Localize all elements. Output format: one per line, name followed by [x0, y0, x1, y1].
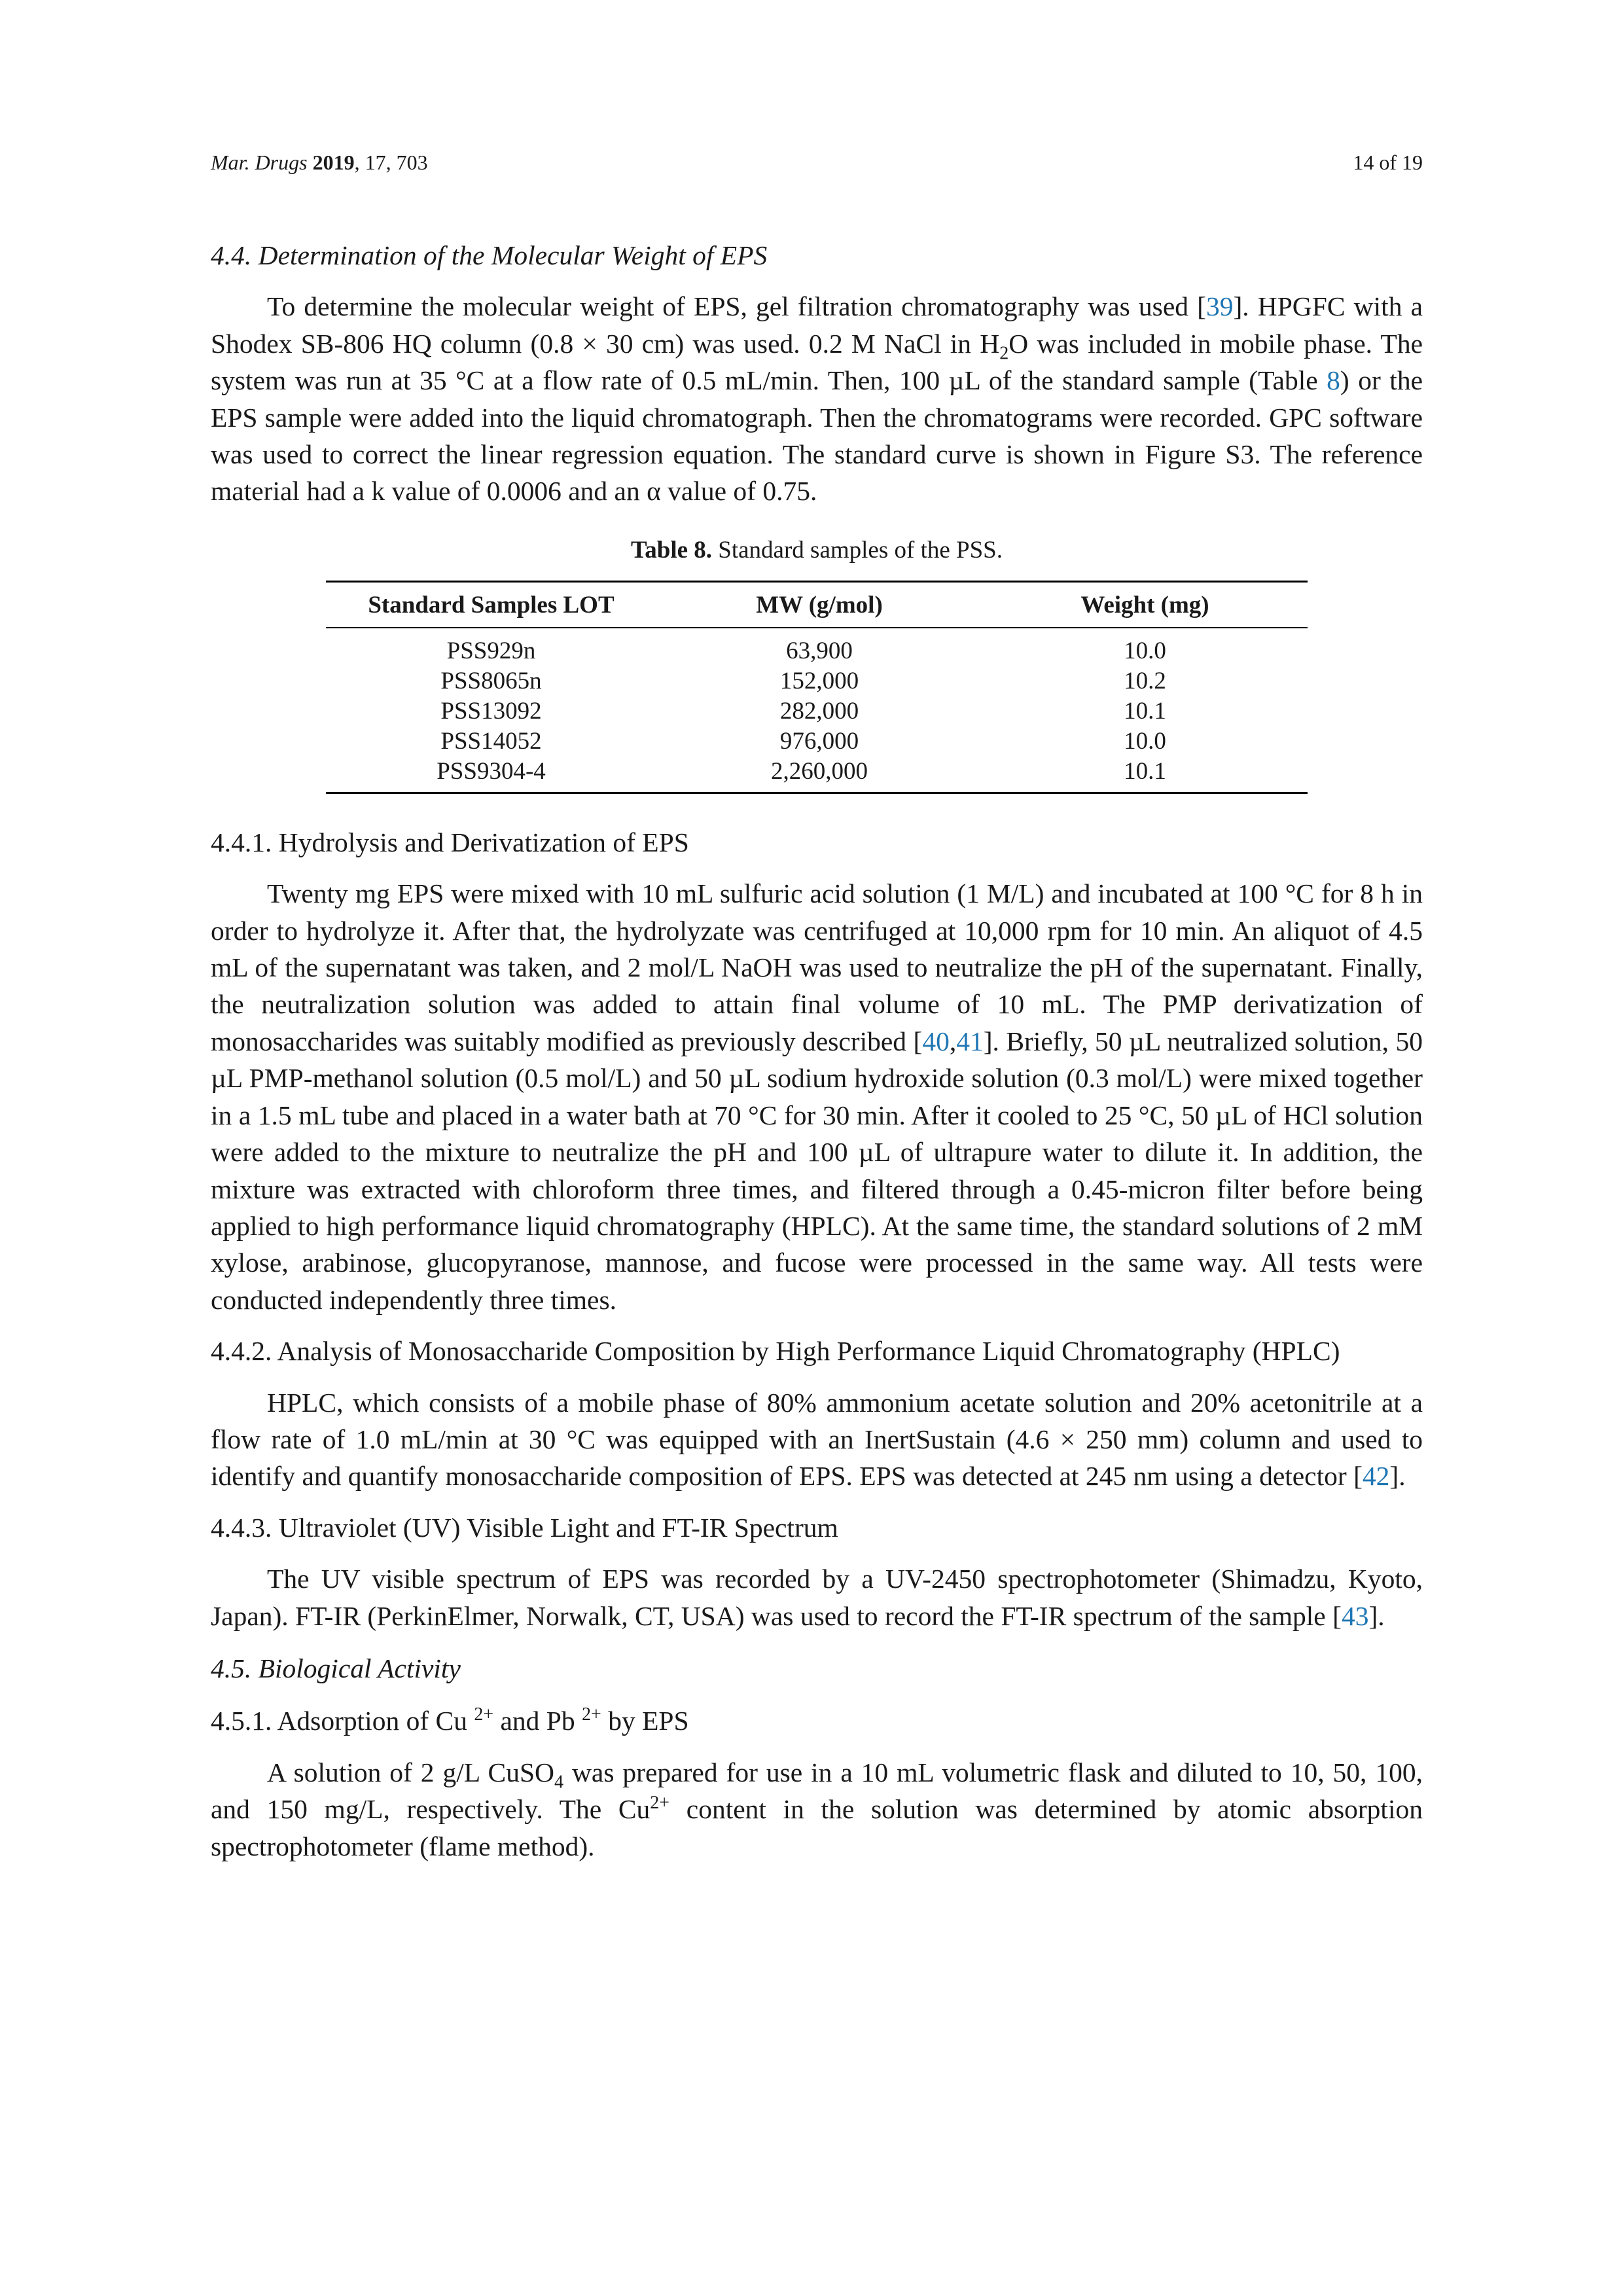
table-cell: PSS8065n	[440, 667, 542, 694]
page-number: 14 of 19	[1353, 151, 1423, 174]
section-title-4-5: 4.5. Biological Activity	[211, 1653, 461, 1683]
table-cell: 10.0	[1124, 727, 1166, 755]
page-header	[211, 149, 1423, 175]
paragraph-4-4-3: The UV visible spectrum of EPS was recorded by a UV-2450 spectrophotometer (Shimadzu, Kyoto, Japan). FT-IR (PerkinElmer, Norwalk, CT, USA) was used to record the FT-IR spectrum of the sample [43].	[211, 1564, 1423, 1631]
table-cell: 976,000	[779, 727, 859, 755]
journal-citation	[211, 149, 428, 175]
citation-link[interactable]: 43	[1341, 1600, 1369, 1631]
table-cell: 10.0	[1124, 637, 1166, 664]
table-cell: 10.1	[982, 757, 1308, 793]
table-caption: Table 8. Standard samples of the PSS.	[630, 536, 1003, 564]
table-row	[326, 757, 1308, 793]
table-row	[326, 696, 1308, 726]
table-row	[326, 726, 1308, 757]
table-cell: PSS929n	[446, 637, 536, 664]
section-title-4-4-1: 4.4.1. Hydrolysis and Derivatization of EPS	[211, 827, 689, 857]
column-header: Standard Samples LOT	[326, 581, 656, 628]
table-cell: 63,900	[786, 637, 853, 664]
citation-link[interactable]: 40	[922, 1026, 950, 1056]
table-cell: 282,000	[779, 697, 859, 725]
article-body	[211, 237, 1423, 1865]
table-cell: PSS13092	[440, 697, 542, 725]
paragraph-4-4: To determine the molecular weight of EPS, gel filtration chromatography was used [39]. HPGFC with a Shodex SB-806 HQ column (0.8 × 30 cm) was used. 0.2 M NaCl in $H_2O$ was included in mobile phase. The system was run at 35 °C at a flow rate of 0.5 mL/min. Then, 100 µL of the standard sample (Table 8) or the EPS sample were added into the liquid chromatograph. Then the chromatograms were recorded. GPC software was used to correct the linear regression equation. The standard curve is shown in Figure S3. The reference material had a k value of 0.0006 and an α value of 0.75.	[211, 291, 1423, 507]
table-row	[326, 666, 1308, 696]
journal-name: Mar. Drugs	[211, 151, 308, 174]
journal-year: 2019	[312, 151, 355, 174]
paragraph-4-4-1: Twenty mg EPS were mixed with 10 mL sulfuric acid solution (1 M/L) and incubated at 100 °C for 8 h in order to hydrolyze it. After that, the hydrolyzate was centrifuged at 10,000 rpm for 10 min. An aliquot of 4.5 mL of the supernatant was taken, and 2 mol/L NaOH was used to neutralize the pH of the supernatant. Finally, the neutralization solution was added to attain final volume of 10 mL. The PMP derivatization of monosaccharides was suitably modified as previously described [40,41]. Briefly, 50 µL neutralized solution, 50 µL PMP-methanol solution (0.5 mol/L) and 50 µL sodium hydroxide solution (0.3 mol/L) were mixed together in a 1.5 mL tube and placed in a water bath at 70 °C for 30 min. After it cooled to 25 °C, 50 µL of HCl solution were added to the mixture to neutralize the pH and 100 µL of ultrapure water to dilute it. In addition, the mixture was extracted with chloroform three times, and filtered through a 0.45-micron filter before being applied to high performance liquid chromatography (HPLC). At the same time, the standard solutions of 2 mM xylose, arabinose, glucopyranose, mannose, and fucose were processed in the same way. All tests were conducted independently three times.	[211, 878, 1423, 1315]
table-header-row	[326, 581, 1308, 628]
citation-link[interactable]: 41	[956, 1026, 984, 1056]
section-title-4-5-1: 4.5.1. Adsorption of Cu $^{2+}$ and Pb $^{2+}$ by EPS	[211, 1704, 689, 1736]
column-header: Weight (mg)	[982, 581, 1308, 628]
citation-link[interactable]: 39	[1205, 291, 1234, 322]
table-cell: PSS14052	[440, 727, 542, 755]
journal-volume: , 17, 703	[354, 151, 428, 174]
data-table	[326, 581, 1308, 794]
table-link[interactable]: 8	[1327, 365, 1340, 396]
section-title-4-4-3: 4.4.3. Ultraviolet (UV) Visible Light and FT-IR Spectrum	[211, 1512, 838, 1543]
table-cell: PSS9304-4	[326, 757, 656, 793]
table-cell: 2,260,000	[656, 757, 982, 793]
section-title-4-4-2: 4.4.2. Analysis of Monosaccharide Composition by High Performance Liquid Chromatography (HPLC)	[211, 1336, 1340, 1367]
section-title-4-4: 4.4. Determination of the Molecular Weight of EPS	[211, 240, 768, 270]
paragraph-4-4-2: HPLC, which consists of a mobile phase of 80% ammonium acetate solution and 20% acetonitrile at a flow rate of 1.0 mL/min at 30 °C was equipped with an InertSustain (4.6 × 250 mm) column and used to identify and quantify monosaccharide composition of EPS. EPS was detected at 245 nm using a detector [42].	[211, 1387, 1423, 1492]
column-header: MW (g/mol)	[656, 581, 982, 628]
table-cell: 152,000	[779, 667, 859, 694]
paragraph-4-5-1: A solution of 2 g/L CuSO$_4$ was prepared for use in a 10 mL volumetric flask and diluted to 10, 50, 100, and 150 mg/L, respectively. The $Cu^{2+}$ content in the solution was determined by atomic absorption spectrophotometer (flame method).	[211, 1757, 1423, 1861]
citation-link[interactable]: 42	[1362, 1461, 1390, 1492]
table-cell: 10.2	[1124, 667, 1166, 694]
table-row	[326, 628, 1308, 666]
table-cell: 10.1	[1124, 697, 1166, 725]
